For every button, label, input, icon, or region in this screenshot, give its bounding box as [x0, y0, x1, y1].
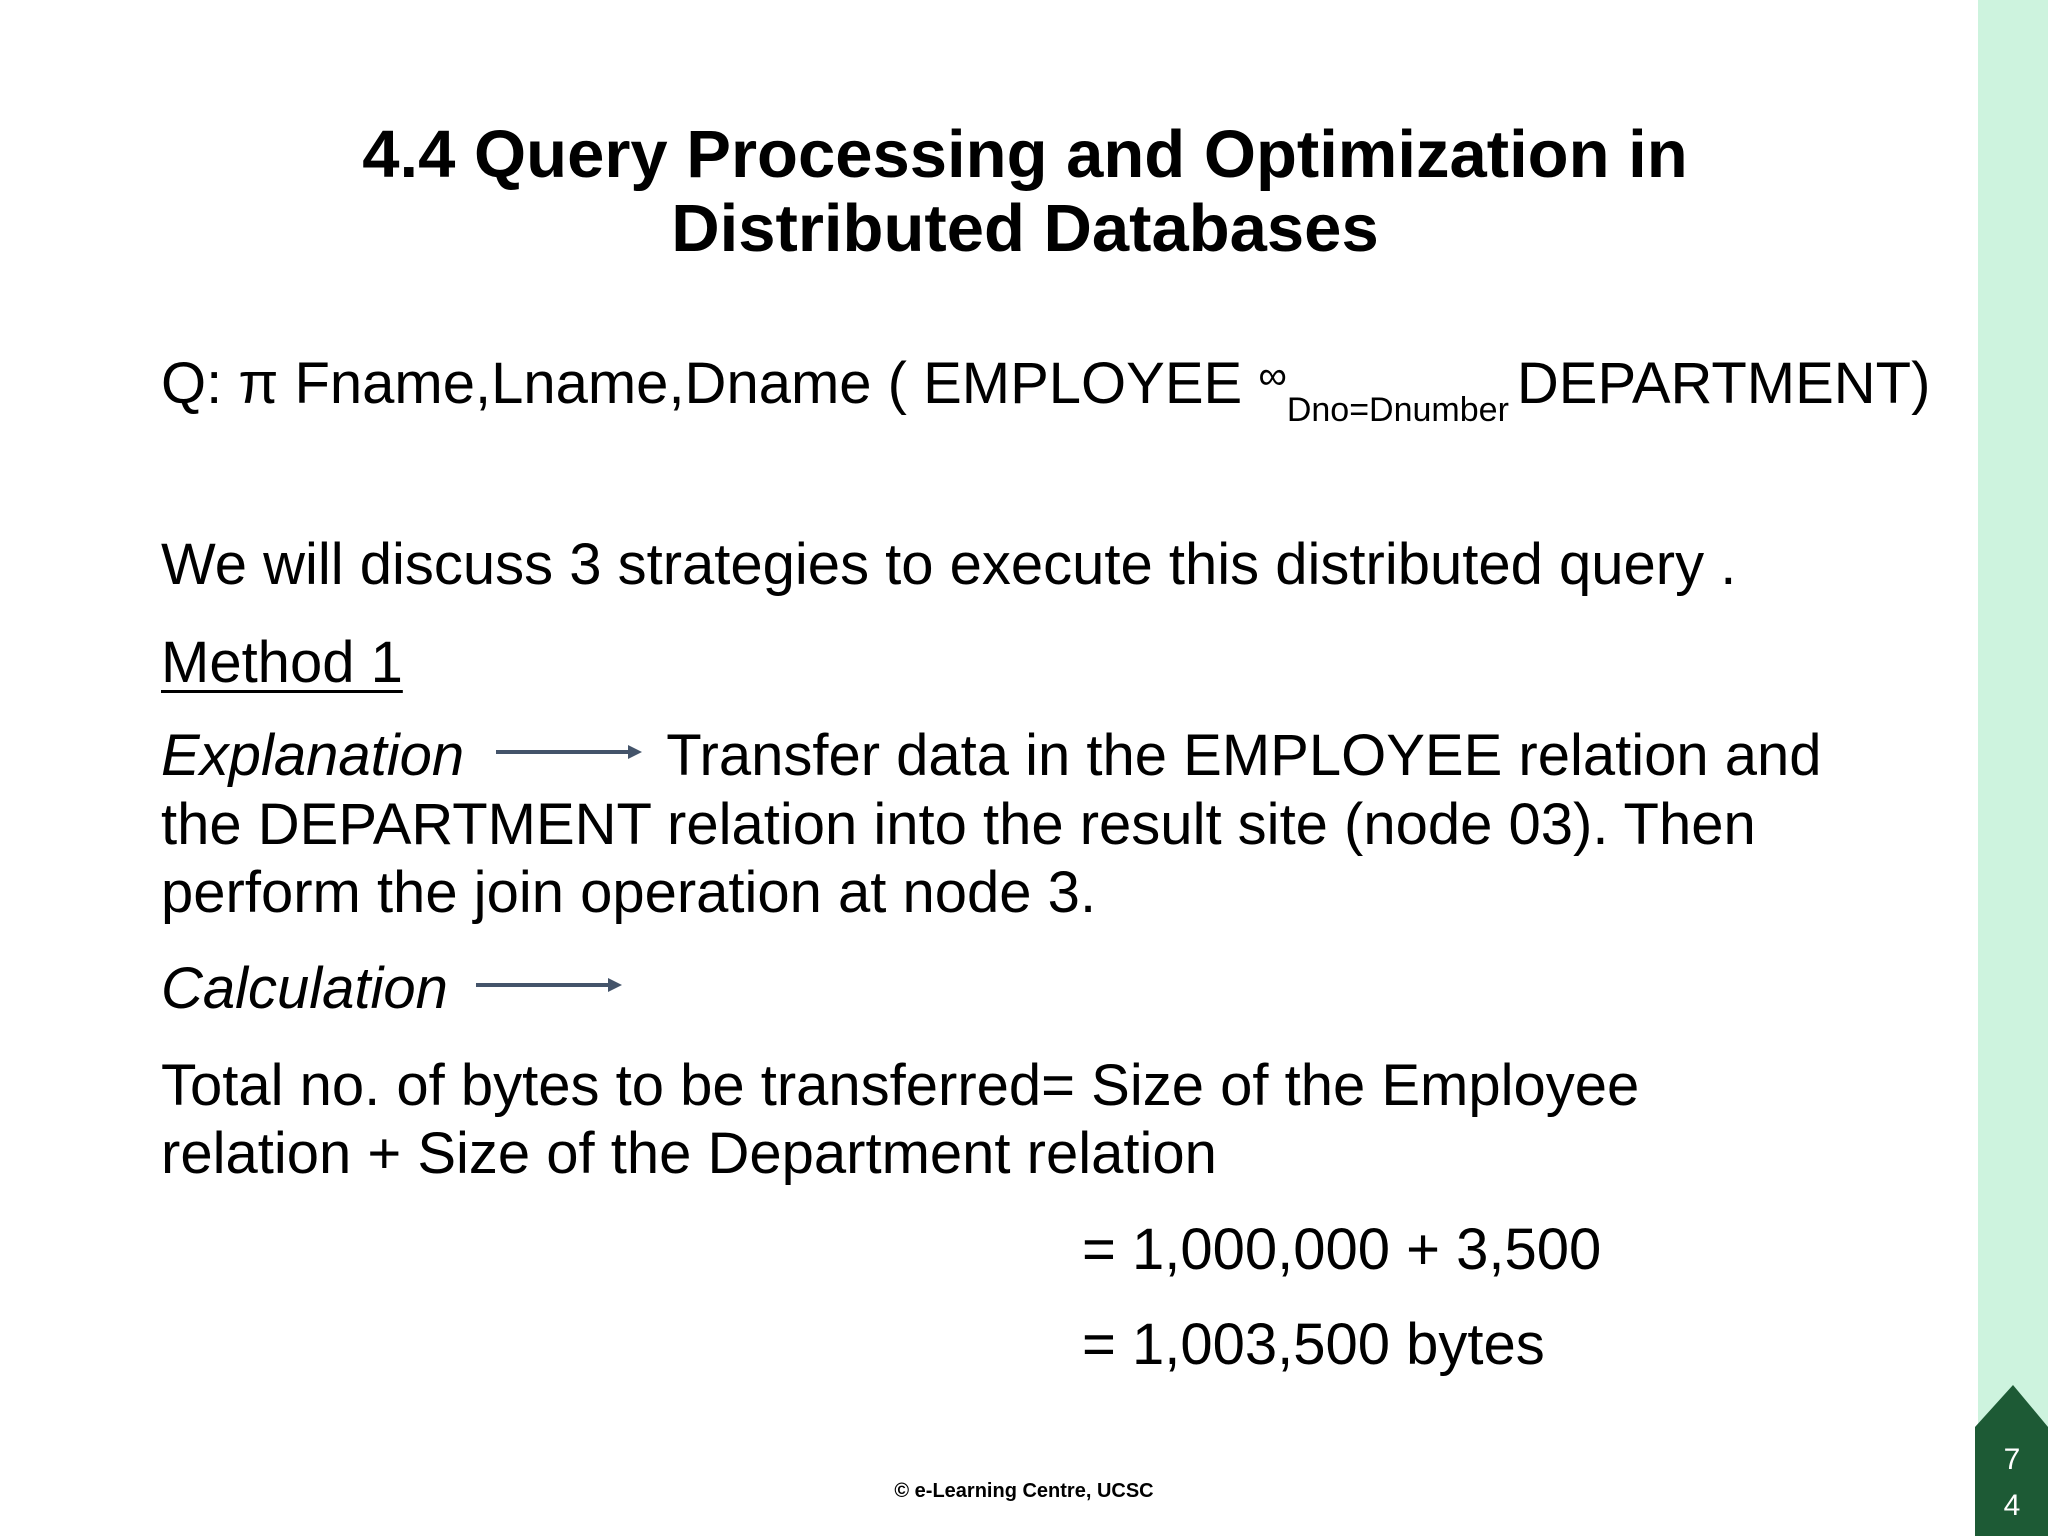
- explanation-line-1: Transfer data in the EMPLOYEE relation and: [666, 723, 1822, 788]
- equation-sum: = 1,000,000 + 3,500: [1082, 1217, 1602, 1282]
- explanation-row: [161, 722, 1822, 789]
- total-line-1: Total no. of bytes to be transferred= Size of the Employee: [161, 1053, 1640, 1118]
- title-line-2: Distributed Databases: [671, 191, 1379, 266]
- title-line-1: 4.4 Query Processing and Optimization in: [362, 117, 1688, 192]
- join-symbol: ∞: [1258, 354, 1287, 398]
- equation-result: = 1,003,500 bytes: [1082, 1312, 1545, 1377]
- total-line-2: relation + Size of the Department relation: [161, 1121, 1217, 1186]
- copyright-footer: © e-Learning Centre, UCSC: [894, 1480, 1154, 1502]
- arrow-right-icon: [474, 975, 624, 995]
- page-number-digit-1: 7: [2003, 1443, 2021, 1476]
- slide-title: [250, 118, 1800, 266]
- page-number-digit-2: 4: [2003, 1489, 2021, 1522]
- method-heading: Method 1: [161, 630, 403, 695]
- query-suffix: DEPARTMENT): [1516, 351, 1931, 416]
- arrow-right-icon: [494, 742, 644, 762]
- intro-text: We will discuss 3 strategies to execute this distributed query .: [161, 532, 1737, 597]
- join-condition: Dno=Dnumber: [1286, 391, 1509, 429]
- query-expression: [161, 350, 1931, 429]
- explanation-line-3: perform the join operation at node 3.: [161, 860, 1097, 925]
- calculation-label: Calculation: [161, 956, 448, 1021]
- calculation-row: [161, 955, 624, 1022]
- query-prefix: Q: π Fname,Lname,Dname ( EMPLOYEE: [161, 351, 1259, 416]
- explanation-line-2: the DEPARTMENT relation into the result site (node 03). Then: [161, 792, 1756, 857]
- side-accent-band: [1978, 0, 2048, 1536]
- explanation-label: Explanation: [161, 723, 465, 788]
